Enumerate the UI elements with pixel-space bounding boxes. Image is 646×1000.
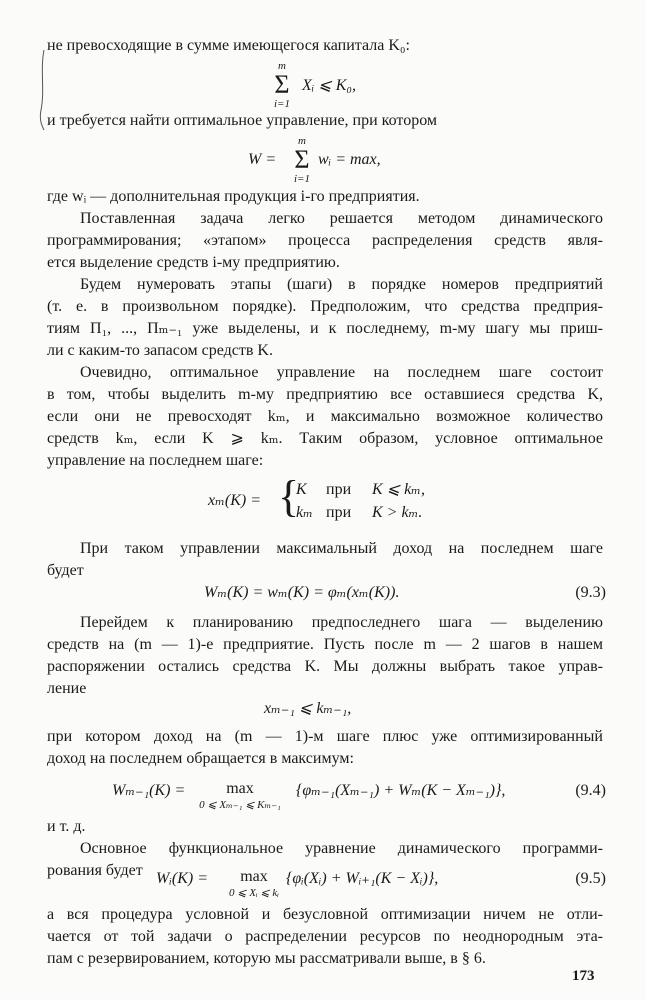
text-line: в том, чтобы выделить m-му предприятию все оставшиеся средства K, — [47, 386, 603, 403]
text-line: тиям П₁, ..., Пₘ₋₁ уже выделены, и к последнему, m-му шагу мы приш- — [47, 320, 603, 337]
text-line: средств kₘ, если K ⩾ kₘ. Таким образом, условное оптимальное — [47, 430, 603, 447]
equation-number-9-5: (9.5) — [575, 870, 606, 887]
text-line: ется выделение средств i-му предприятию. — [47, 254, 340, 271]
text-line: средств на (m — 1)-е предприятие. Пусть после m — 2 шагов в нашем — [47, 636, 603, 653]
text-line: пам с резервированием, которую мы рассматривали выше, в § 6. — [47, 950, 486, 967]
text-line: программирования; «этапом» процесса распределения средств явля- — [47, 232, 603, 249]
text-line: и т. д. — [47, 818, 86, 835]
formula-9-3: Wₘ(K) = wₘ(K) = φₘ(xₘ(K)). — [204, 584, 400, 601]
text-line: При таком управлении максимальный доход на последнем шаге — [80, 540, 603, 557]
formula-control-row1-value: K — [296, 481, 307, 498]
text-line: ли с каким-то запасом средств K. — [47, 342, 273, 359]
formula-control-row1-word: при — [326, 481, 352, 498]
text-line: при котором доход на (m — 1)-м шаге плюс уже оптимизированный — [47, 728, 603, 745]
text-line: будет — [47, 562, 84, 579]
text-line: распоряжении остались средства K. Мы должны выбрать такое управ- — [47, 658, 603, 675]
text-line: рования будет — [47, 862, 143, 879]
text-line: управление на последнем шаге: — [47, 452, 264, 469]
max-operator-9-4: max 0 ⩽ Xₘ₋₁ ⩽ Kₘ₋₁ — [199, 780, 281, 811]
text-line: не превосходящие в сумме имеющегося капитала K₀: — [47, 37, 410, 54]
equation-number-9-3: (9.3) — [575, 584, 606, 601]
text-line: Будем нумеровать этапы (шаги) в порядке номеров предприятий — [80, 276, 603, 293]
formula-control-row2-word: при — [326, 504, 352, 521]
formula-control-row1-cond: K ⩽ kₘ, — [372, 481, 425, 498]
text-line: (т. е. в произвольном порядке). Предположим, что средства предприя- — [47, 298, 603, 315]
sum-operator-1: m Σ i=1 — [274, 60, 290, 110]
text-line: Перейдем к планированию предпоследнего шага — выделению — [80, 614, 603, 631]
formula-control-row2-cond: K > kₘ. — [372, 504, 423, 521]
formula-objective-lhs: W = — [248, 151, 277, 168]
text-line: если они не превосходят kₘ, и максимально возможное количество — [47, 408, 603, 425]
text-line: где wᵢ — дополнительная продукция i-го предприятия. — [47, 188, 420, 205]
formula-9-5-rhs: {φᵢ(Xᵢ) + Wᵢ₊₁(K − Xᵢ)}, — [286, 870, 439, 887]
formula-constraint: Xᵢ ⩽ K₀, — [302, 77, 356, 94]
equation-number-9-4: (9.4) — [575, 782, 606, 799]
formula-9-4-lhs: Wₘ₋₁(K) = — [112, 782, 186, 799]
text-line: Очевидно, оптимальное управление на последнем шаге состоит — [80, 364, 603, 381]
text-line: доход на последнем обращается в максимум: — [47, 750, 354, 767]
sum-operator-2: m Σ i=1 — [294, 135, 310, 185]
text-line: ление — [47, 680, 87, 697]
text-line: чается от той задачи о распределении ресурсов по неоднородным эта- — [47, 928, 603, 945]
formula-control-lhs: xₘ(K) = — [208, 492, 262, 509]
formula-objective: wᵢ = max, — [318, 151, 381, 168]
formula-constraint-m-1: xₘ₋₁ ⩽ kₘ₋₁, — [264, 700, 352, 717]
text-line: Основное функциональное уравнение динамического программи- — [80, 840, 603, 857]
page-number: 173 — [572, 968, 595, 984]
text-line: Поставленная задача легко решается методом динамического — [80, 210, 603, 227]
left-brace: { — [278, 472, 300, 521]
max-operator-9-5: max 0 ⩽ Xᵢ ⩽ kᵢ — [228, 868, 279, 899]
text-line: а вся процедура условной и безусловной оптимизации ничем не отли- — [47, 906, 603, 923]
formula-control-row2-value: kₘ — [296, 504, 313, 521]
formula-9-4-rhs: {φₘ₋₁(Xₘ₋₁) + Wₘ(K − Xₘ₋₁)}, — [296, 782, 506, 799]
formula-9-5-lhs: Wᵢ(K) = — [156, 870, 208, 887]
text-line: и требуется найти оптимальное управление, при котором — [47, 112, 438, 129]
